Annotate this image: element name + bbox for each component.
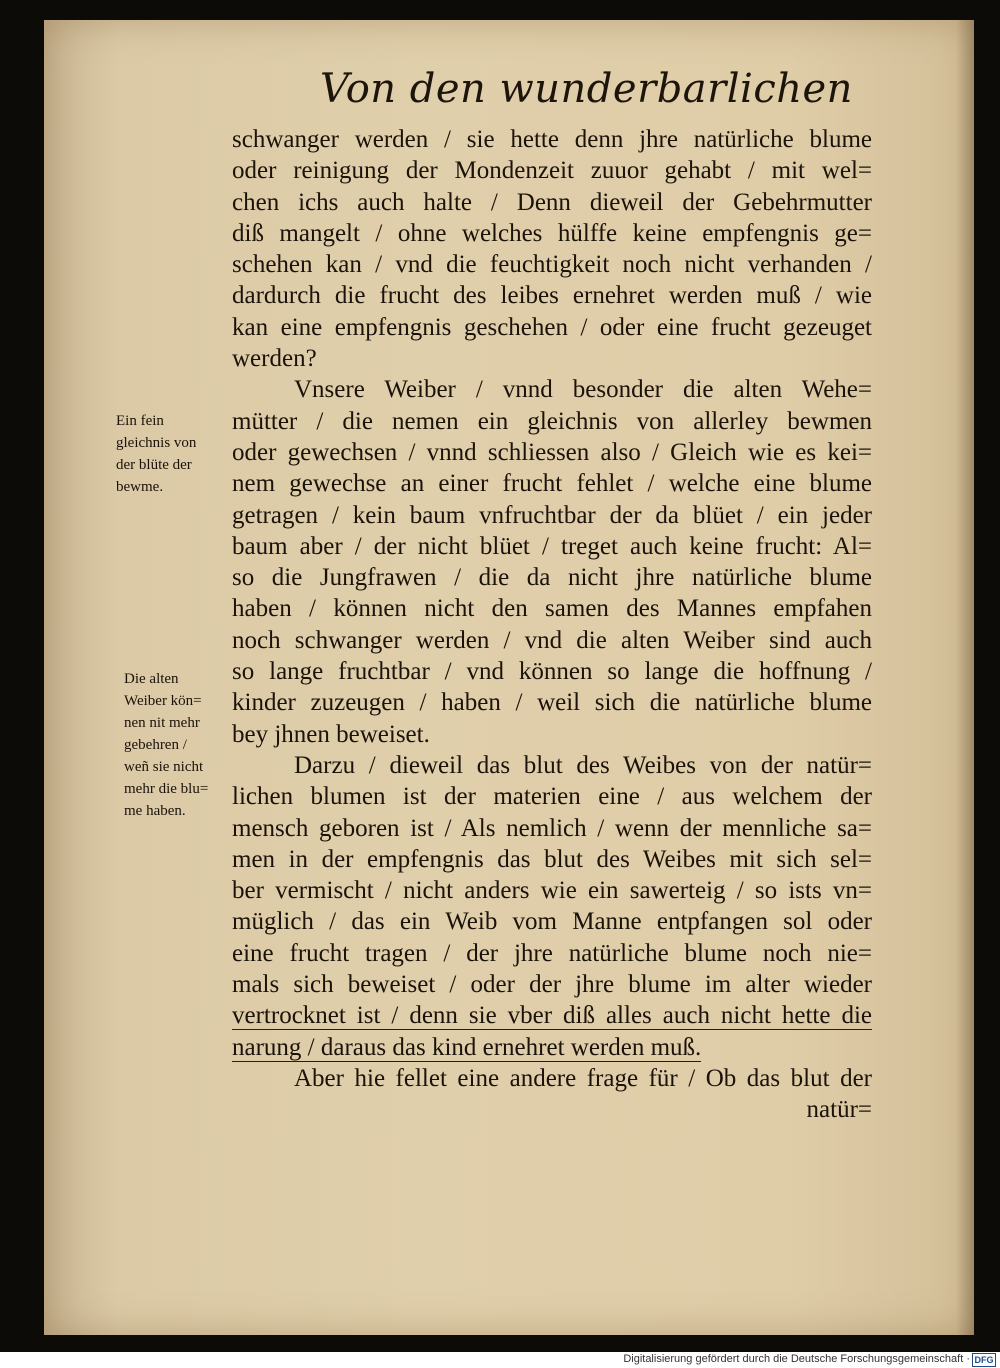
paragraph-start-line: Aber hie fellet eine andere frage für / Ob das blut der [294, 1064, 872, 1092]
catchword-text: natür= [806, 1096, 872, 1124]
text-line: müglich / das ein Weib vom Manne entpfangen sol oder [232, 908, 872, 936]
underlined-text: narung / daraus das kind ernehret werden muß. [232, 1033, 702, 1061]
paragraph-start-line: Vnsere Weiber / vnnd besonder die alten Wehe= [294, 376, 872, 404]
text-line: ber vermischt / nicht anders wie ein sawerteig / so ists vn= [232, 877, 872, 905]
margin-note-2 [124, 668, 234, 822]
footer-credit: Digitalisierung gefördert durch die Deutsche Forschungsgemeinschaft · [623, 1353, 970, 1365]
text-line-underlined [232, 1000, 872, 1031]
body-text-block [232, 124, 872, 1126]
text-line: men in der empfengnis das blut des Weibes mit sich sel= [232, 845, 872, 873]
text-line: dardurch die frucht des leibes ernehret werden muß / wie [232, 282, 872, 310]
text-line: oder gewechsen / vnnd schliessen also / Gleich wie es kei= [232, 438, 872, 466]
text-line: baum aber / der nicht blüet / treget auch keine frucht: Al= [232, 532, 872, 560]
margin-note-line: Weiber kön= [124, 693, 202, 709]
text-line: lichen blumen ist der materien eine / aus welchem der [232, 783, 872, 811]
text-line: bey jhnen beweiset. [232, 720, 430, 748]
margin-note-line: me haben. [124, 803, 186, 819]
margin-note-line: der blüte der [116, 457, 192, 473]
dfg-logo-icon: DFG [972, 1353, 996, 1367]
margin-note-line: Die alten [124, 671, 179, 687]
text-line: oder reinigung der Mondenzeit zuuor gehabt / mit wel= [232, 157, 872, 185]
running-head: Von den wunderbarlichen [320, 66, 853, 112]
text-line: so lange fruchtbar / vnd können so lange die hoffnung / [232, 658, 872, 686]
margin-note-1 [116, 410, 226, 498]
catchword [232, 1094, 872, 1125]
text-line-underlined [232, 1032, 872, 1063]
text-line: mals sich beweiset / oder der jhre blume im alter wieder [232, 971, 872, 999]
page-edge-shadow [956, 20, 974, 1335]
text-line: schwanger werden / sie hette denn jhre natürliche blume [232, 126, 872, 153]
text-line: eine frucht tragen / der jhre natürliche blume noch nie= [232, 939, 872, 967]
text-line: kinder zuzeugen / haben / weil sich die natürliche blume [232, 689, 872, 717]
margin-note-line: gleichnis von [116, 435, 197, 451]
text-line: so die Jungfrawen / die da nicht jhre natürliche blume [232, 564, 872, 592]
margin-note-line: gebehren / [124, 737, 187, 753]
text-line: chen ichs auch halte / Denn dieweil der Gebehrmutter [232, 188, 872, 216]
text-line: diß mangelt / ohne welches hülffe keine empfengnis ge= [232, 219, 872, 247]
text-line: haben / können nicht den samen des Mannes empfahen [232, 595, 872, 623]
text-line: werden? [232, 345, 317, 373]
text-line: getragen / kein baum vnfruchtbar der da blüet / ein jeder [232, 501, 872, 529]
text-line: mensch geboren ist / Als nemlich / wenn der mennliche sa= [232, 814, 872, 842]
margin-note-line: weñ sie nicht [124, 759, 204, 775]
margin-note-line: bewme. [116, 479, 164, 495]
margin-note-line: mehr die blu= [124, 781, 209, 797]
text-line: noch schwanger werden / vnd die alten Weiber sind auch [232, 626, 872, 654]
text-line: mütter / die nemen ein gleichnis von allerley bewmen [232, 407, 872, 435]
paragraph-start-line: Darzu / dieweil das blut des Weibes von der natür= [294, 751, 872, 779]
margin-note-line: Ein fein [116, 413, 164, 429]
margin-note-line: nen nit mehr [124, 715, 200, 731]
text-line: nem gewechse an einer frucht fehlet / welche eine blume [232, 470, 872, 498]
text-line: schehen kan / vnd die feuchtigkeit noch nicht verhanden / [232, 251, 872, 279]
text-line: kan eine empfengnis geschehen / oder eine frucht gezeuget [232, 313, 872, 341]
underlined-text: vertrocknet ist / denn sie vber diß alles auch nicht hette die [232, 1002, 872, 1030]
